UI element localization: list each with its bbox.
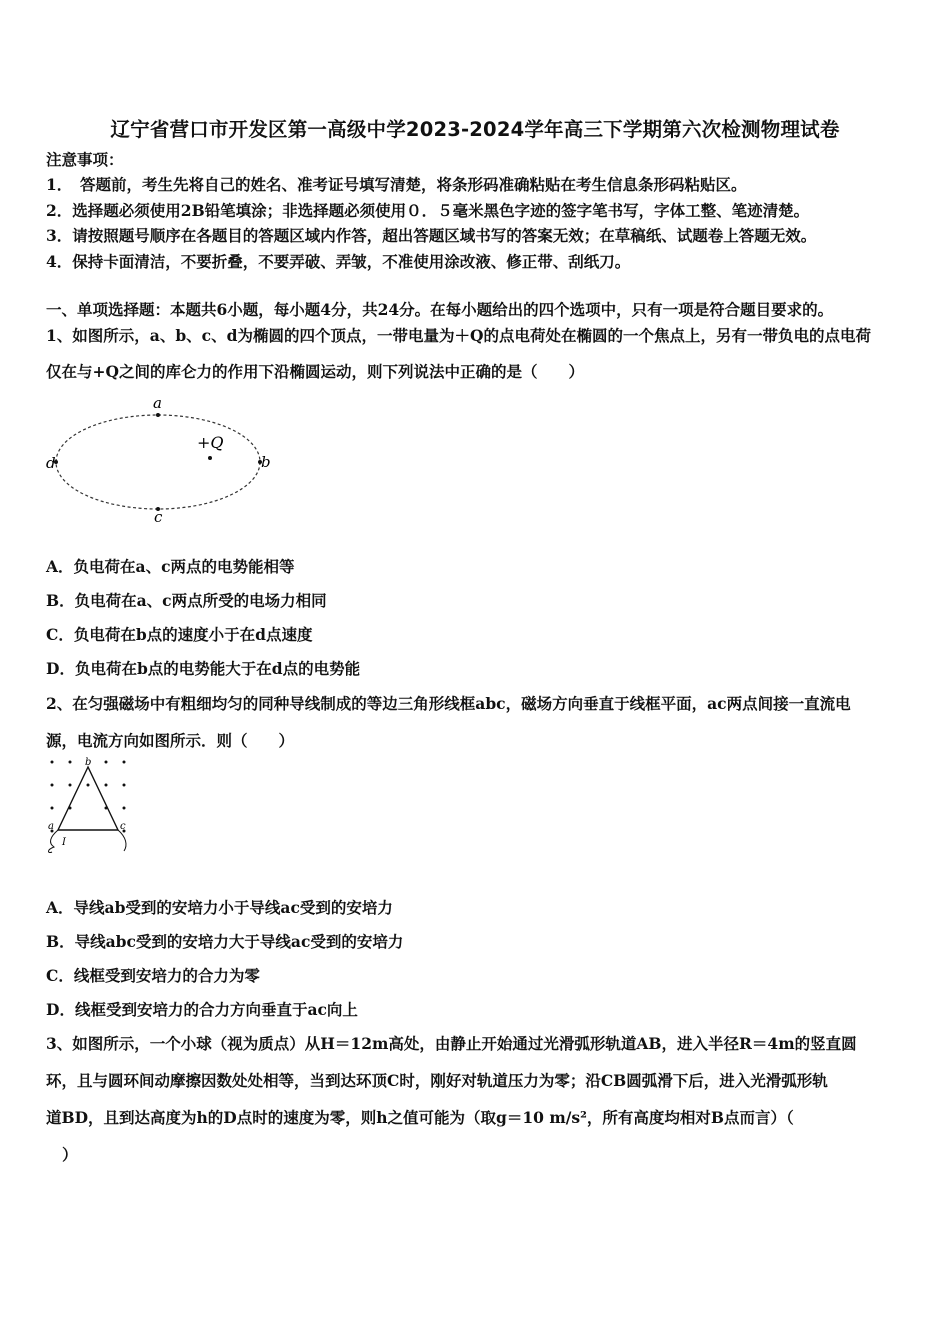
q3-stem-line-3: 道BD，且到达高度为h的D点时的速度为零，则h之值可能为（取g＝10 m/s²，所有高度均相对B点而言）（ [46, 1108, 794, 1127]
q3-stem-line-2: 环，且与圆环间动摩擦因数处处相等，当到达环顶C时，刚好对轨道压力为零；沿CB圆弧滑下后，进入光滑弧形轨 [46, 1071, 828, 1090]
q1-stem-line-1: 1、如图所示，a、b、c、d为椭圆的四个顶点，一带电量为＋Q的点电荷处在椭圆的一个焦点上，另有一带负电的点电荷 [46, 326, 871, 345]
q1-option-b: B．负电荷在a、c两点所受的电场力相同 [46, 591, 327, 610]
label-a: a [153, 394, 162, 412]
q1-stem-line-2: 仅在与+Q之间的库仑力的作用下沿椭圆运动，则下列说法中正确的是（ ） [46, 362, 584, 381]
charge-point [208, 456, 212, 460]
notice-item-4: 4．保持卡面清洁，不要折叠，不要弄破、弄皱，不准使用涂改液、修正带、刮纸刀。 [46, 252, 631, 271]
label-b: b [261, 453, 271, 471]
q2-option-a: A．导线ab受到的安培力小于导线ac受到的安培力 [46, 898, 393, 917]
q2-stem-line-2: 源，电流方向如图所示．则（ ） [46, 731, 295, 750]
notice-item-1: 1． 答题前，考生先将自己的姓名、准考证号填写清楚，将条形码准确粘贴在考生信息条形码粘贴区。 [46, 175, 747, 194]
label-c: c [120, 821, 126, 832]
q2-option-b: B．导线abc受到的安培力大于导线ac受到的安培力 [46, 932, 404, 951]
q2-option-c: C．线框受到安培力的合力为零 [46, 966, 260, 985]
label-b: b [85, 757, 92, 768]
q1-option-d: D．负电荷在b点的电势能大于在d点的电势能 [46, 659, 361, 678]
q1-ellipse-figure [40, 390, 280, 525]
label-a: a [48, 821, 54, 832]
q3-stem-line-1: 3、如图所示，一个小球（视为质点）从H＝12m高处，由静止开始通过光滑弧形轨道AB，进入半径R＝4m的竖直圆 [46, 1034, 857, 1053]
orbit-ellipse [56, 415, 260, 509]
label-c: c [154, 508, 163, 525]
label-current: I [62, 837, 66, 848]
q2-stem-line-1: 2、在匀强磁场中有粗细均匀的同种导线制成的等边三角形线框abc，磁场方向垂直于线框平面，ac两点间接一直流电 [46, 694, 851, 713]
section-heading: 一、单项选择题：本题共6小题，每小题4分，共24分。在每小题给出的四个选项中，只有一项是符合题目要求的。 [46, 300, 834, 319]
notice-heading: 注意事项： [46, 150, 124, 169]
label-charge: +Q [197, 433, 224, 452]
label-d: d [46, 454, 56, 472]
point-a [156, 413, 160, 417]
page-title: 辽宁省营口市开发区第一高级中学2023-2024学年高三下学期第六次检测物理试卷 [110, 118, 840, 141]
q2-triangle-figure [40, 755, 140, 860]
notice-item-2: 2．选择题必须使用2B铅笔填涂；非选择题必须使用０．５毫米黑色字迹的签字笔书写，字体工整、笔迹清楚。 [46, 201, 810, 220]
q1-option-c: C．负电荷在b点的速度小于在d点速度 [46, 625, 313, 644]
notice-item-3: 3．请按照题号顺序在各题目的答题区域内作答，超出答题区域书写的答案无效；在草稿纸、试题卷上答题无效。 [46, 226, 817, 245]
q2-option-d: D．线框受到安培力的合力方向垂直于ac向上 [46, 1000, 358, 1019]
q3-stem-line-4: ） [62, 1145, 78, 1164]
q1-option-a: A．负电荷在a、c两点的电势能相等 [46, 557, 295, 576]
triangle-frame [58, 767, 118, 830]
wire-left [49, 830, 59, 853]
wire-right [118, 830, 126, 851]
